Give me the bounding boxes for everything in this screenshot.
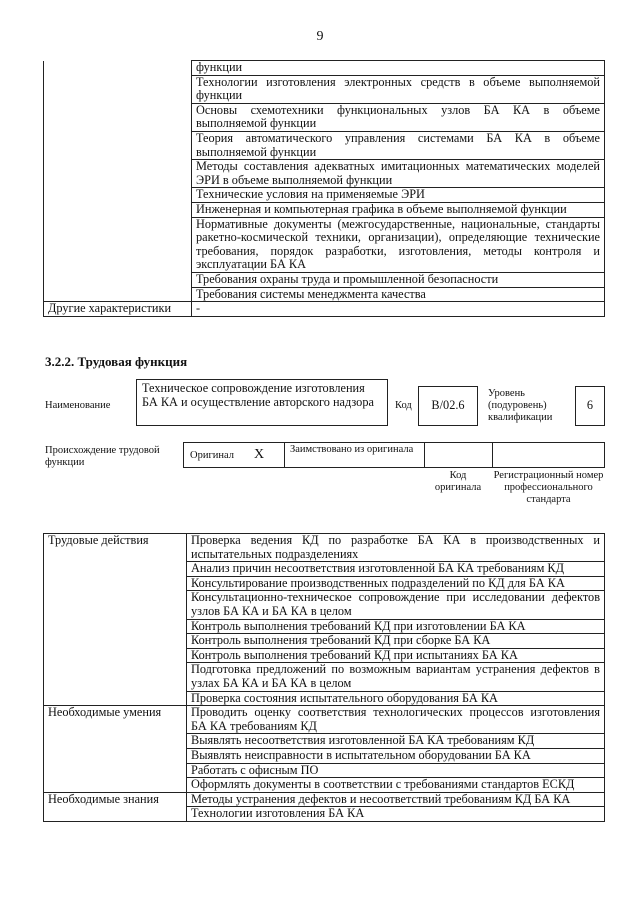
row-text: Технические условия на применяемые ЭРИ [192, 188, 605, 203]
group-label: Необходимые знания [44, 792, 187, 821]
section-title: 3.2.2. Трудовая функция [45, 354, 188, 369]
group-item: Проводить оценку соответствия технологических процессов изготовления БА КА требованиям КД [187, 706, 605, 734]
code-caption: Код оригинала [434, 470, 482, 493]
row-label [44, 131, 192, 159]
group-item: Консультационно-техническое сопровождение при исследовании дефектов узлов БА КА и БА КА в целом [187, 591, 605, 619]
row-label [44, 202, 192, 217]
origin-divider-1 [284, 443, 285, 467]
row-text: Требования системы менеджмента качества [192, 287, 605, 302]
table-row [44, 131, 605, 159]
function-name-value: Техническое сопровождение изготовления БА КА и осуществление авторского надзора [142, 381, 374, 409]
row-label [44, 103, 192, 131]
group-item: Подготовка предложений по возможным вариантам устранения дефектов в узлах БА КА и БА КА в целом [187, 663, 605, 691]
reg-caption: Регистрационный номер профессионального стандарта [493, 470, 604, 505]
group-item: Контроль выполнения требований КД при испытаниях БА КА [187, 648, 605, 663]
row-text: функции [192, 61, 605, 76]
code-value: В/02.6 [431, 398, 465, 412]
row-text: Основы схемотехники функциональных узлов БА КА в объеме выполняемой функции [192, 103, 605, 131]
table-row [44, 202, 605, 217]
group-item: Методы устранения дефектов и несоответствий требованиям КД БА КА [187, 792, 605, 807]
row-text: Теория автоматического управления системами БА КА в объеме выполняемой функции [192, 131, 605, 159]
group-item: Выявлять несоответствия изготовленной БА КА требованиям КД [187, 734, 605, 749]
original-label: Оригинал [190, 450, 234, 461]
row-text: Методы составления адекватных имитационных математических моделей ЭРИ в объеме выполняемой функции [192, 160, 605, 188]
table-row [44, 103, 605, 131]
row-label [44, 272, 192, 287]
group-item: Технологии изготовления БА КА [187, 807, 605, 822]
row-label [44, 217, 192, 272]
row-label [44, 75, 192, 103]
origin-label: Происхождение трудовой функции [45, 445, 160, 468]
page-number: 9 [316, 29, 324, 44]
group-item: Оформлять документы в соответствии с требованиями стандартов ЕСКД [187, 778, 605, 793]
row-label [44, 287, 192, 302]
level-value: 6 [586, 398, 594, 412]
table-row [44, 272, 605, 287]
group-item: Консультирование производственных подразделений по КД для БА КА [187, 576, 605, 591]
group-item: Работать с офисным ПО [187, 763, 605, 778]
row-text: - [192, 302, 605, 317]
group-item: Выявлять неисправности в испытательном оборудовании БА КА [187, 748, 605, 763]
table-row [44, 160, 605, 188]
row-text: Технологии изготовления электронных средств в объеме выполняемой функции [192, 75, 605, 103]
row-text: Инженерная и компьютерная графика в объеме выполняемой функции [192, 202, 605, 217]
row-text: Требования охраны труда и промышленной безопасности [192, 272, 605, 287]
table-row [44, 534, 605, 562]
table-row [44, 287, 605, 302]
row-label [44, 188, 192, 203]
original-mark: X [254, 447, 265, 462]
level-label: Уровень (подуровень) квалификации [488, 388, 553, 423]
row-label: Другие характеристики [44, 302, 192, 317]
table-row [44, 792, 605, 807]
group-item: Проверка состояния испытательного оборудования БА КА [187, 691, 605, 706]
row-label [44, 160, 192, 188]
origin-divider-3 [492, 443, 493, 467]
table-row [44, 75, 605, 103]
row-label [44, 61, 192, 76]
group-item: Контроль выполнения требований КД при изготовлении БА КА [187, 619, 605, 634]
name-label: Наименование [45, 400, 111, 411]
level-box [575, 386, 605, 426]
table-row [44, 217, 605, 272]
group-label: Необходимые умения [44, 706, 187, 793]
borrowed-label: Заимствовано из оригинала [290, 444, 414, 455]
group-label: Трудовые действия [44, 534, 187, 706]
table-row [44, 302, 605, 317]
origin-row [183, 442, 605, 468]
knowledge-table-continued [43, 60, 605, 317]
group-item: Контроль выполнения требований КД при сборке БА КА [187, 634, 605, 649]
table-row [44, 706, 605, 734]
group-item: Анализ причин несоответствия изготовленной БА КА требованиям КД [187, 562, 605, 577]
table-row [44, 188, 605, 203]
code-label: Код [395, 400, 412, 411]
group-item: Проверка ведения КД по разработке БА КА в производственных и испытательных подразделениях [187, 534, 605, 562]
function-name-box [136, 379, 388, 426]
function-details-table [43, 533, 605, 822]
origin-divider-2 [424, 443, 425, 467]
table-row [44, 61, 605, 76]
row-text: Нормативные документы (межгосударственные, национальные, стандарты ракетно-космической техники, организации), определяющие технические требования, порядок разработки, изготовления, методы контроля и эксплуатации БА КА [192, 217, 605, 272]
code-box [418, 386, 478, 426]
